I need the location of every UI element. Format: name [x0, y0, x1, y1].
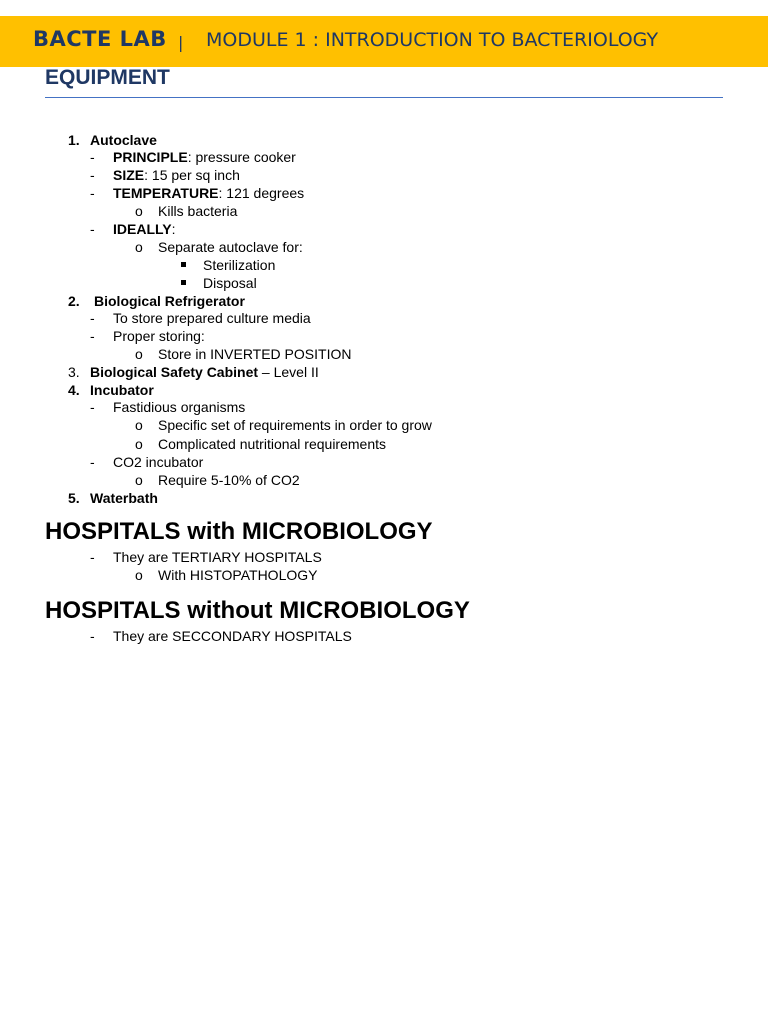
circle-bullet: o — [135, 472, 143, 488]
histopathology-note: With HISTOPATHOLOGY — [158, 567, 318, 583]
fastidious-sub-2: Complicated nutritional requirements — [158, 436, 386, 452]
principle-value: : pressure cooker — [187, 149, 296, 165]
dash-bullet: - — [90, 454, 95, 470]
brand-title: BACTE LAB — [33, 27, 167, 51]
temperature-sub-note: Kills bacteria — [158, 203, 238, 219]
safety-cabinet-level: – Level II — [258, 364, 319, 380]
circle-bullet: o — [135, 203, 143, 219]
dash-bullet: - — [90, 221, 95, 237]
ideally-sub-note: Separate autoclave for: — [158, 239, 303, 255]
square-bullet — [181, 262, 186, 267]
list-number-5: 5. — [68, 490, 80, 506]
ideally-label: IDEALLY — [113, 221, 172, 237]
autoclave-temperature — [113, 184, 304, 202]
ideally-item-sterilization: Sterilization — [203, 257, 276, 273]
refrigerator-storing: Proper storing: — [113, 328, 205, 344]
equipment-title-waterbath: Waterbath — [90, 490, 158, 506]
list-number-1: 1. — [68, 132, 80, 148]
square-bullet — [181, 280, 186, 285]
equipment-title-autoclave: Autoclave — [90, 132, 157, 148]
list-number-2: 2. — [68, 293, 80, 309]
refrigerator-storing-sub: Store in INVERTED POSITION — [158, 346, 352, 362]
incubator-co2: CO2 incubator — [113, 454, 204, 470]
ideally-item-disposal: Disposal — [203, 275, 257, 291]
circle-bullet: o — [135, 346, 143, 362]
heading-hospitals-without-microbiology: HOSPITALS without MICROBIOLOGY — [45, 597, 470, 624]
dash-bullet: - — [90, 328, 95, 344]
circle-bullet: o — [135, 239, 143, 255]
list-number-4: 4. — [68, 382, 80, 398]
circle-bullet: o — [135, 436, 143, 452]
dash-bullet: - — [90, 310, 95, 326]
circle-bullet: o — [135, 567, 143, 583]
autoclave-size — [113, 166, 240, 184]
dash-bullet: - — [90, 149, 95, 165]
dash-bullet: - — [90, 167, 95, 183]
temperature-value: : 121 degrees — [218, 185, 305, 201]
equipment-title-incubator: Incubator — [90, 382, 154, 398]
autoclave-ideally — [113, 220, 176, 238]
tertiary-hospitals: They are TERTIARY HOSPITALS — [113, 549, 322, 565]
secondary-hospitals: They are SECCONDARY HOSPITALS — [113, 628, 352, 644]
dash-bullet: - — [90, 185, 95, 201]
heading-hospitals-with-microbiology: HOSPITALS with MICROBIOLOGY — [45, 518, 433, 545]
equipment-title-safety-cabinet — [90, 363, 319, 381]
incubator-fastidious: Fastidious organisms — [113, 399, 246, 415]
safety-cabinet-label: Biological Safety Cabinet — [90, 364, 259, 380]
temperature-label: TEMPERATURE — [113, 185, 219, 201]
dash-bullet: - — [90, 628, 95, 644]
header-banner — [0, 16, 768, 67]
autoclave-principle — [113, 148, 296, 166]
list-number-3: 3. — [68, 364, 80, 380]
size-label: SIZE — [113, 167, 145, 183]
size-value: : 15 per sq inch — [144, 167, 240, 183]
dash-bullet: - — [90, 549, 95, 565]
circle-bullet: o — [135, 417, 143, 433]
dash-bullet: - — [90, 399, 95, 415]
co2-requirement: Require 5-10% of CO2 — [158, 472, 300, 488]
equipment-title-refrigerator: Biological Refrigerator — [94, 293, 245, 309]
ideally-value: : — [171, 221, 176, 237]
section-heading-equipment: EQUIPMENT — [45, 66, 170, 89]
refrigerator-purpose: To store prepared culture media — [113, 310, 311, 326]
principle-label: PRINCIPLE — [113, 149, 188, 165]
fastidious-sub-1: Specific set of requirements in order to grow — [158, 417, 432, 433]
module-title: MODULE 1 : INTRODUCTION TO BACTERIOLOGY — [206, 29, 659, 51]
heading-divider — [45, 97, 723, 98]
title-separator: | — [178, 33, 184, 52]
